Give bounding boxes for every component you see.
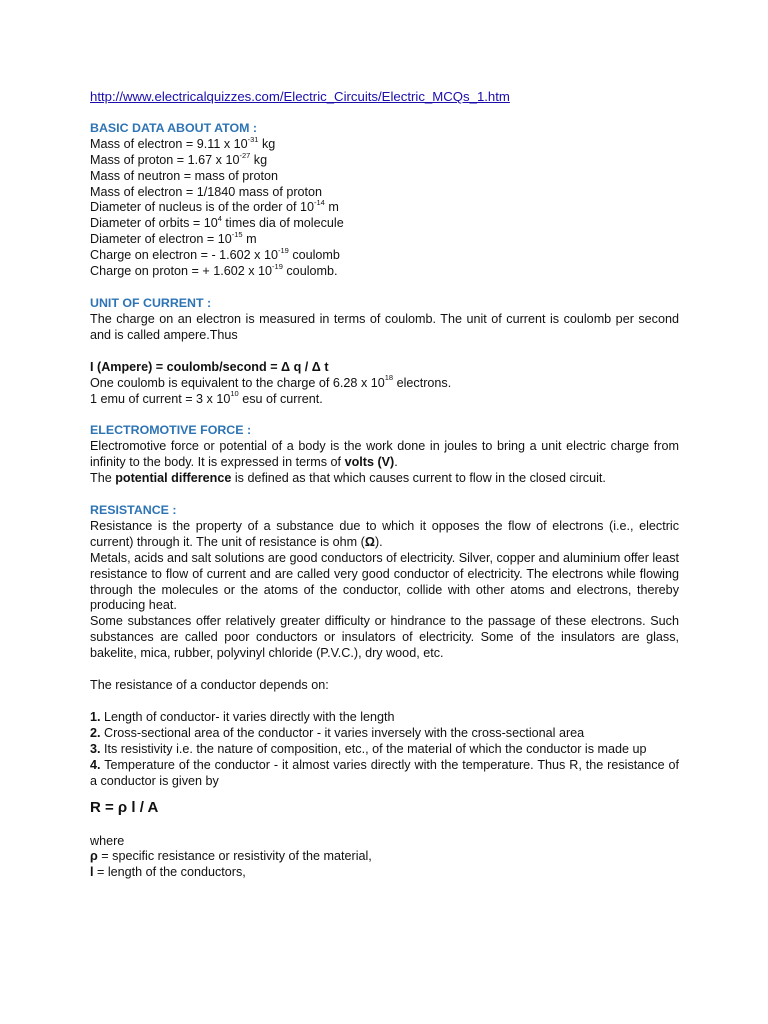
atom-section bbox=[90, 121, 679, 280]
factor-item: 1. Length of conductor- it varies directly with the length bbox=[90, 710, 395, 724]
rho-definition: ρ = specific resistance or resistivity of the material, bbox=[90, 849, 372, 864]
resistance-paragraph-2: Metals, acids and salt solutions are good conductors of electricity. Silver, copper and aluminium offer least resistance to flow of current and are called very good conductor of electricity. The electrons while flowing through the molecules or the atoms of the conductor, collide with other atoms and electrons, thereby producing heat. bbox=[90, 550, 679, 613]
emf-paragraph: Electromotive force or potential of a body is the work done in joules to bring a unit electric charge from infinity to the body. It is expressed in terms of volts (V). bbox=[90, 439, 679, 470]
current-formula: I (Ampere) = coulomb/second = Δ q / Δ t bbox=[90, 359, 329, 374]
atom-data-line: Mass of proton = 1.67 x $10^{-27}$ kg bbox=[90, 150, 268, 167]
resistance-section bbox=[90, 503, 679, 881]
factor-item: 3. Its resistivity i.e. the nature of composition, etc., of the material of which the conductor is made up bbox=[90, 741, 647, 756]
atom-data-list bbox=[90, 134, 679, 280]
where-label: where bbox=[90, 833, 125, 848]
document-page bbox=[90, 89, 679, 881]
atom-data-line: Mass of electron = 1/1840 mass of proton bbox=[90, 184, 323, 199]
atom-data-line: Charge on proton = + 1.602 x $10^{-19}$ coulomb. bbox=[90, 261, 338, 279]
potential-difference-line: The potential difference is defined as that which causes current to flow in the closed circuit. bbox=[90, 471, 606, 486]
source-url-link[interactable]: http://www.electricalquizzes.com/Electric_Circuits/Electric_MCQs_1.htm bbox=[90, 89, 510, 104]
factor-item: 2. Cross-sectional area of the conductor - it varies inversely with the cross-sectional area bbox=[90, 725, 585, 740]
factor-item: 4. Temperature of the conductor - it almost varies directly with the temperature. Thus R, the resistance of a conductor is given by bbox=[90, 757, 679, 788]
emf-section bbox=[90, 423, 679, 487]
atom-data-line: Mass of neutron = mass of proton bbox=[90, 168, 278, 183]
current-heading: UNIT OF CURRENT : bbox=[90, 295, 212, 310]
emu-current-line: 1 emu of current = 3 x $10^{10}$ esu of current. bbox=[90, 389, 323, 406]
atom-data-line: Diameter of nucleus is of the order of $10^{-14}$ m bbox=[90, 198, 339, 215]
length-definition: l = length of the conductors, bbox=[90, 865, 246, 880]
resistance-paragraph-1: Resistance is the property of a substance due to which it opposes the flow of electrons (i.e., electric current) through it. The unit of resistance is ohm (Ω). bbox=[90, 518, 679, 549]
depends-on-line: The resistance of a conductor depends on: bbox=[90, 678, 329, 693]
resistance-heading: RESISTANCE : bbox=[90, 503, 177, 518]
atom-data-line: Mass of electron = 9.11 x $10^{-31}$ kg bbox=[90, 134, 276, 151]
resistance-formula: R = ρ l / A bbox=[90, 798, 159, 816]
atom-heading: BASIC DATA ABOUT ATOM : bbox=[90, 120, 258, 135]
atom-data-line: Diameter of orbits = $10^4$ times dia of molecule bbox=[90, 214, 344, 231]
atom-data-line: Charge on electron = - 1.602 x $10^{-19}$ coulomb bbox=[90, 245, 340, 263]
emf-heading: ELECTROMOTIVE FORCE : bbox=[90, 423, 252, 438]
current-section bbox=[90, 296, 679, 407]
coulomb-electrons-line: One coulomb is equivalent to the charge of 6.28 x $10^{18}$ electrons. bbox=[90, 373, 452, 390]
resistance-paragraph-3: Some substances offer relatively greater difficulty or hindrance to the passage of these electrons. Such substances are called poor conductors or insulators of electricity. Some of the insulators are glass, bakelite, mica, rubber, polyvinyl chloride (P.V.C.), dry wood, etc. bbox=[90, 614, 679, 661]
current-paragraph: The charge on an electron is measured in terms of coulomb. The unit of current is coulomb per second and is called ampere.Thus bbox=[90, 311, 679, 342]
factor-list bbox=[90, 710, 679, 790]
atom-data-line: Diameter of electron = $10^{-15}$ m bbox=[90, 230, 257, 247]
